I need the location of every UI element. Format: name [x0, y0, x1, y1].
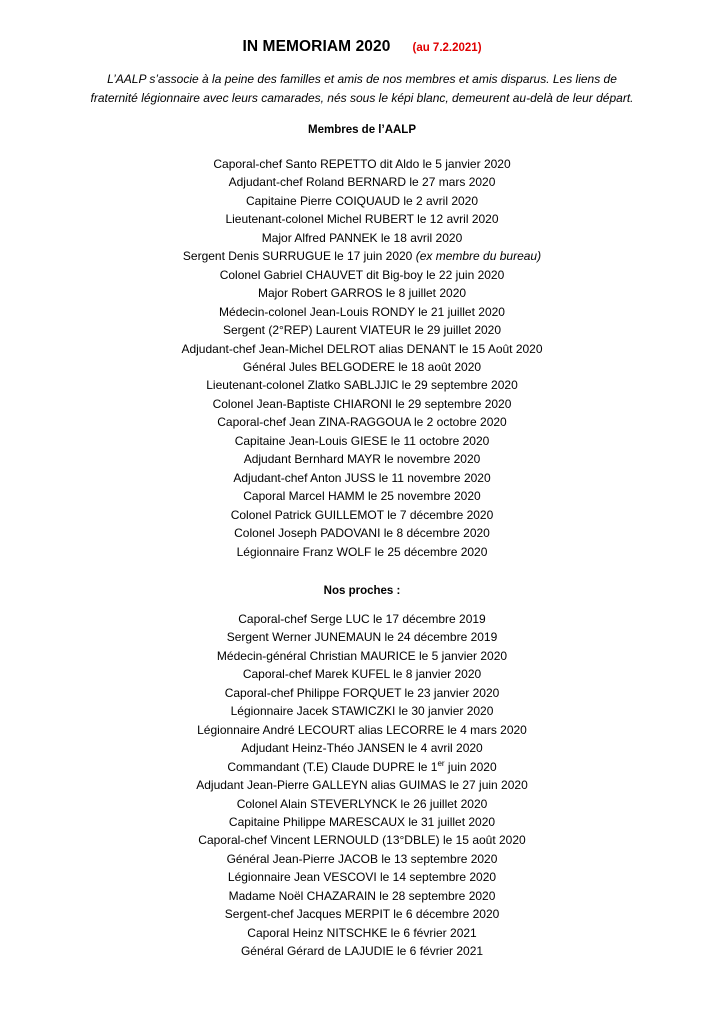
list-item: Caporal-chef Marek KUFEL le 8 janvier 2020 — [242, 667, 482, 682]
members-list — [0, 155, 724, 561]
list-item: Légionnaire André LECOURT alias LECORRE le 4 mars 2020 — [197, 722, 527, 737]
list-item: Colonel Alain STEVERLYNCK le 26 juillet 2020 — [236, 796, 488, 811]
list-item: Caporal Marcel HAMM le 25 novembre 2020 — [243, 489, 481, 504]
list-item: Adjudant-chef Jean-Michel DELROT alias DENANT le 15 Août 2020 — [181, 341, 543, 356]
list-item: Adjudant-chef Roland BERNARD le 27 mars 2020 — [228, 175, 496, 190]
relatives-heading: Nos proches : — [323, 585, 401, 597]
title-row — [0, 38, 724, 56]
list-item: Adjudant Heinz-Théo JANSEN le 4 avril 2020 — [241, 741, 483, 756]
intro-paragraph — [0, 70, 724, 108]
list-item: Légionnaire Franz WOLF le 25 décembre 2020 — [236, 544, 488, 559]
list-item-note: (ex membre du bureau) — [415, 249, 542, 264]
list-item: Légionnaire Jean VESCOVI le 14 septembre 2020 — [227, 870, 497, 885]
list-item: Caporal-chef Serge LUC le 17 décembre 2019 — [238, 612, 486, 626]
list-item: Colonel Joseph PADOVANI le 8 décembre 2020 — [234, 526, 490, 541]
list-item: Général Jean-Pierre JACOB le 13 septembre 2020 — [226, 851, 498, 866]
list-item-text-tail: juin 2020 — [444, 759, 497, 774]
ordinal-suffix: er — [437, 758, 445, 768]
list-item: Caporal-chef Vincent LERNOULD (13°DBLE) le 15 août 2020 — [198, 833, 526, 848]
members-heading: Membres de l’AALP — [308, 124, 416, 136]
list-item: Légionnaire Jacek STAWICZKI le 30 janvier 2020 — [230, 704, 494, 719]
list-item: Colonel Gabriel CHAUVET dit Big-boy le 22 juin 2020 — [219, 267, 505, 282]
list-item: Adjudant Bernhard MAYR le novembre 2020 — [243, 452, 481, 467]
list-item — [0, 758, 724, 776]
list-item: Lieutenant-colonel Michel RUBERT le 12 avril 2020 — [225, 212, 499, 227]
list-item: Sergent-chef Jacques MERPIT le 6 décembre 2020 — [224, 907, 500, 922]
list-item-text: Sergent Denis SURRUGUE le 17 juin 2020 — [182, 249, 413, 264]
intro-line-1: L’AALP s’associe à la peine des familles et amis de nos membres et amis disparus. Les liens de — [107, 72, 617, 86]
list-item: Colonel Jean-Baptiste CHIARONI le 29 septembre 2020 — [212, 396, 512, 411]
list-item: Médecin-général Christian MAURICE le 5 janvier 2020 — [216, 648, 508, 663]
list-item: Général Gérard de LAJUDIE le 6 février 2021 — [240, 944, 484, 959]
list-item-text: Commandant (T.E) Claude DUPRE le 1 — [227, 759, 438, 774]
list-item: Madame Noël CHAZARAIN le 28 septembre 2020 — [228, 888, 496, 903]
intro-line-2: fraternité légionnaire avec leurs camarades, nés sous le képi blanc, demeurent au-delà de leur départ. — [90, 91, 634, 105]
list-item: Colonel Patrick GUILLEMOT le 7 décembre 2020 — [230, 507, 494, 522]
list-item: Général Jules BELGODERE le 18 août 2020 — [242, 359, 482, 374]
list-item: Adjudant Jean-Pierre GALLEYN alias GUIMAS le 27 juin 2020 — [196, 778, 528, 793]
list-item: Major Alfred PANNEK le 18 avril 2020 — [261, 230, 463, 245]
list-item: Adjudant-chef Anton JUSS le 11 novembre 2020 — [233, 470, 491, 485]
list-item — [0, 247, 724, 265]
list-item: Médecin-colonel Jean-Louis RONDY le 21 juillet 2020 — [219, 304, 505, 319]
list-item: Major Robert GARROS le 8 juillet 2020 — [257, 286, 467, 301]
list-item: Caporal-chef Jean ZINA-RAGGOUA le 2 octobre 2020 — [217, 415, 507, 430]
list-item: Caporal-chef Santo REPETTO dit Aldo le 5 janvier 2020 — [213, 157, 511, 171]
date-note: (au 7.2.2021) — [412, 42, 482, 54]
list-item: Caporal Heinz NITSCHKE le 6 février 2021 — [247, 925, 477, 940]
list-item: Caporal-chef Philippe FORQUET le 23 janvier 2020 — [224, 685, 500, 700]
page-title: IN MEMORIAM 2020 — [242, 38, 391, 55]
list-item: Lieutenant-colonel Zlatko SABLJJIC le 29 septembre 2020 — [206, 378, 518, 393]
list-item: Sergent Werner JUNEMAUN le 24 décembre 2019 — [226, 630, 498, 645]
list-item: Capitaine Philippe MARESCAUX le 31 juillet 2020 — [228, 814, 496, 829]
list-item: Capitaine Pierre COIQUAUD le 2 avril 2020 — [245, 193, 479, 208]
relatives-list — [0, 610, 724, 961]
list-item: Capitaine Jean-Louis GIESE le 11 octobre 2020 — [234, 433, 490, 448]
list-item: Sergent (2°REP) Laurent VIATEUR le 29 juillet 2020 — [222, 323, 502, 338]
